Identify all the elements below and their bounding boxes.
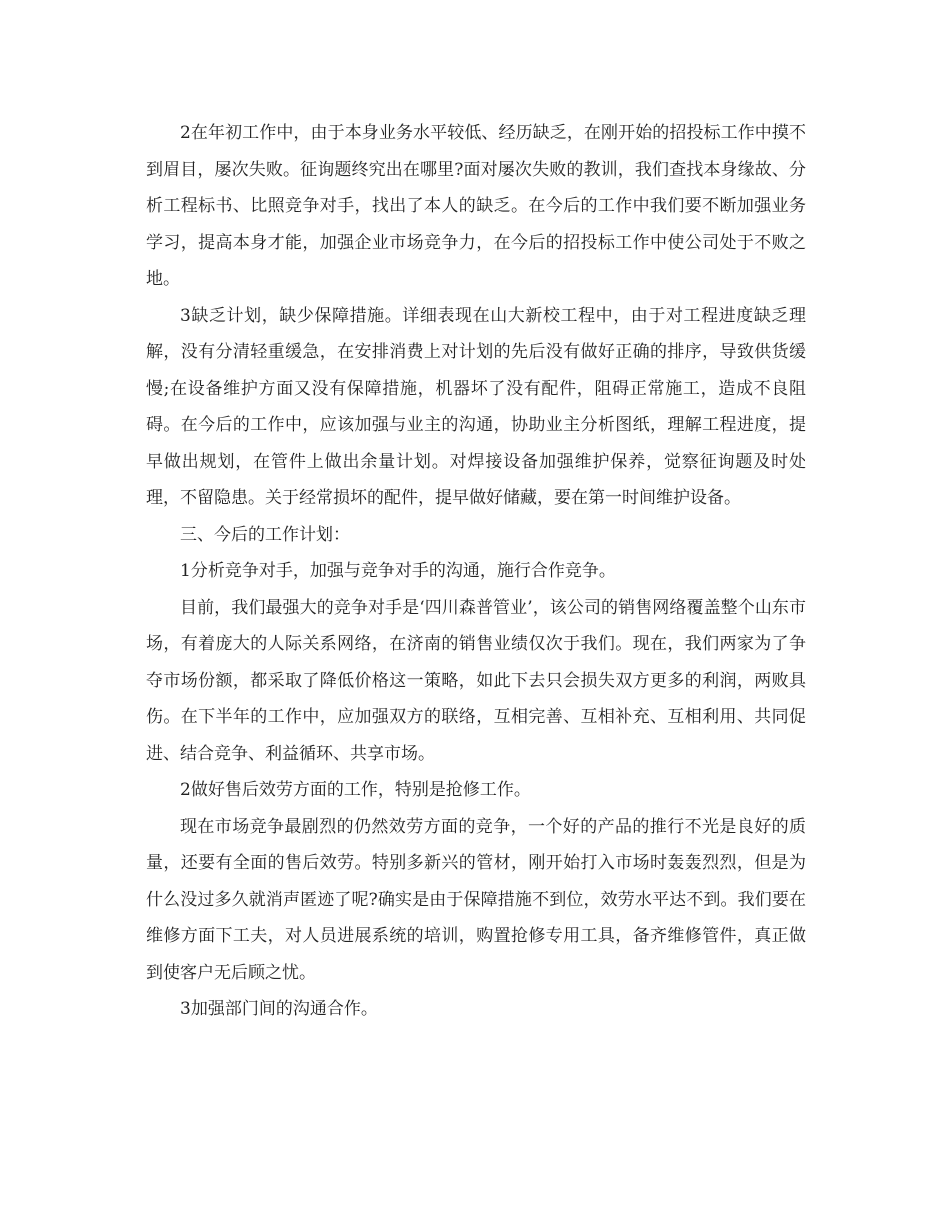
paragraph-item-department-cooperation: 3加强部门间的沟通合作。 xyxy=(180,999,378,1019)
document-body xyxy=(146,115,806,1028)
section-heading-future-plan: 三、今后的工作计划： xyxy=(180,524,350,545)
paragraph-bidding-lessons: 2在年初工作中，由于本身业务水平较低、经历缺乏，在刚开始的招投标工作中摸不到眉目，屡次失败。征询题终究出在哪里?面对屡次失败的教训，我们查找本身缘故、分析工程标书、比照竞争对手，找出了本人的缺乏。在今后的工作中我们要不断加强业务学习，提高本身才能，加强企业市场竞争力，在今后的招投标工作中使公司处于不败之地。 xyxy=(146,123,806,289)
paragraph-competitor-detail: 目前，我们最强大的竞争对手是‘四川森普管业’，该公司的销售网络覆盖整个山东市场，有着庞大的人际关系网络，在济南的销售业绩仅次于我们。现在，我们两家为了争夺市场份额，都采取了降低价格这一策略，如此下去只会损失双方更多的利润，两败具伤。在下半年的工作中，应加强双方的联络，互相完善、互相补充、互相利用、共同促进、结合竞争、利益循环、共享市场。 xyxy=(146,597,806,764)
paragraph-item-competitor-analysis: 1分析竞争对手，加强与竞争对手的沟通，施行合作竞争。 xyxy=(180,561,616,581)
paragraph-planning-shortfall: 3缺乏计划，缺少保障措施。详细表现在山大新校工程中，由于对工程进度缺乏理解，没有分清轻重缓急，在安排消费上对计划的先后没有做好正确的排序，导致供货缓慢;在设备维护方面又没有保障措施，机器坏了没有配件，阻碍正常施工，造成不良阻碍。在今后的工作中，应该加强与业主的沟通，协助业主分析图纸，理解工程进度，提早做出规划，在管件上做出余量计划。对焊接设备加强维护保养，觉察征询题及时处理，不留隐患。关于经常损坏的配件，提早做好储藏，要在第一时间维护设备。 xyxy=(146,305,806,508)
paragraph-item-after-sales: 2做好售后效劳方面的工作，特别是抢修工作。 xyxy=(180,780,531,800)
paragraph-after-sales-detail: 现在市场竞争最剧烈的仍然效劳方面的竞争，一个好的产品的推行不光是良好的质量，还要有全面的售后效劳。特别多新兴的管材，刚开始打入市场时轰轰烈烈，但是为什么没过多久就消声匿迹了呢?确实是由于保障措施不到位，效劳水平达不到。我们要在维修方面下工夫，对人员进展系统的培训，购置抢修专用工具，备齐维修管件，真正做到使客户无后顾之忧。 xyxy=(146,816,806,983)
